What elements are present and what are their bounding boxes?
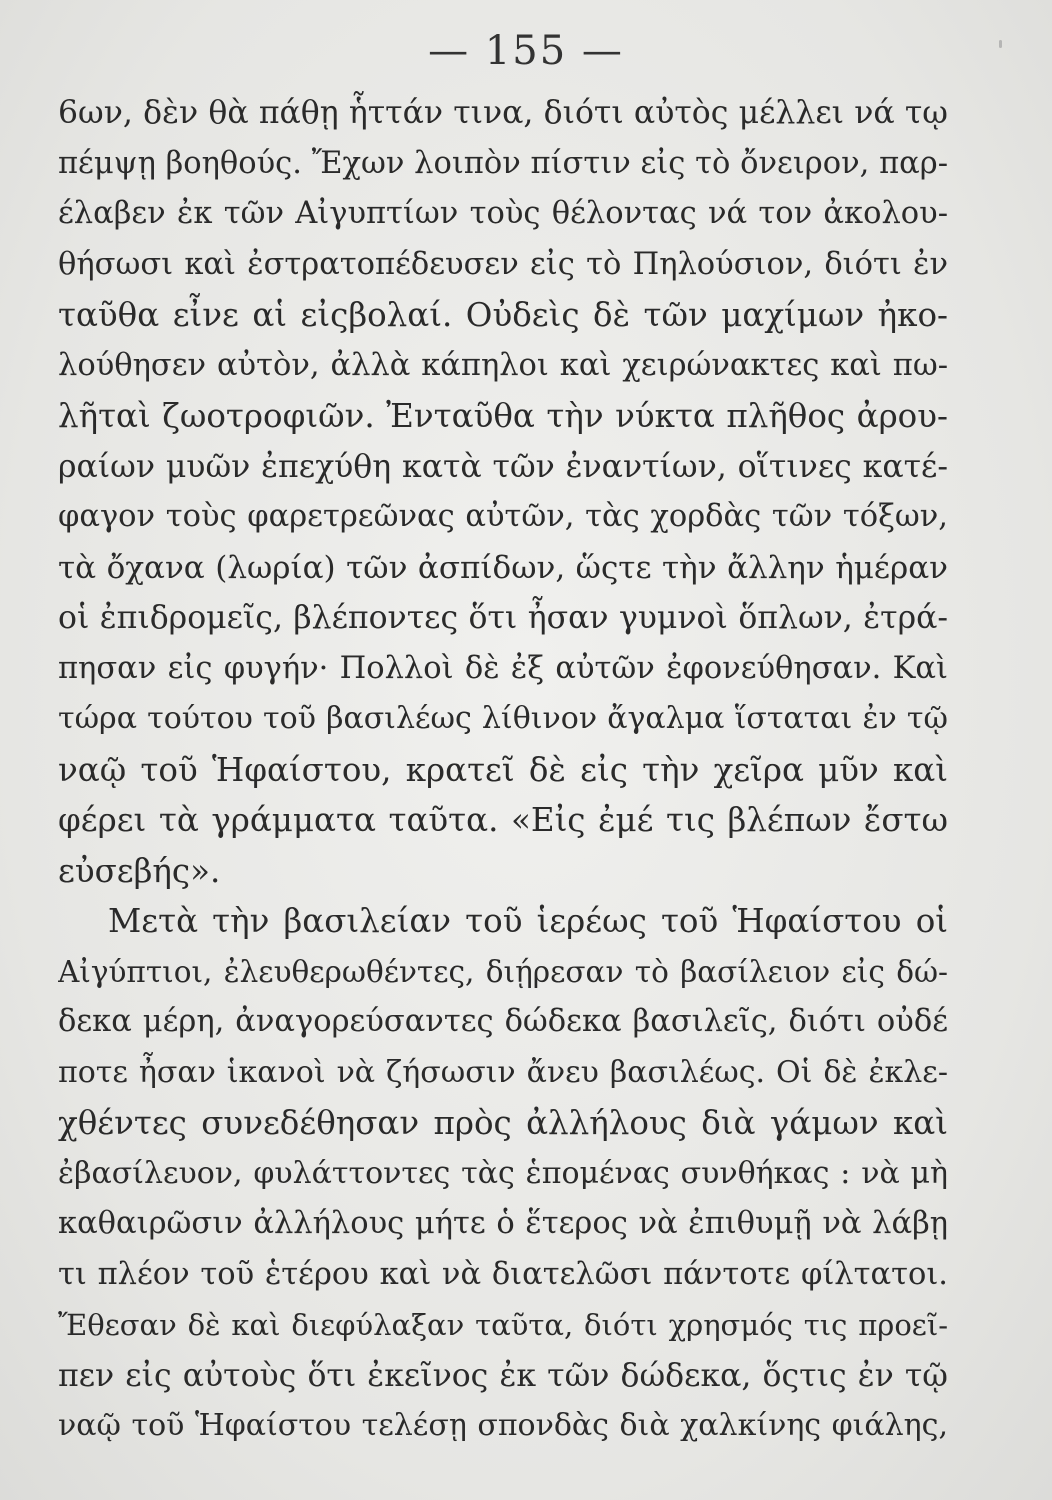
text-line: Ἔθεσαν δὲ καὶ διεφύλαξαν ταῦτα, διότι χρησμός τις προεῖ- [58,1308,948,1342]
text-line: φαγον τοὺς φαρετρεῶνας αὐτῶν, τὰς χορδὰς τῶν τόξων, [58,499,948,534]
text-line: πησαν εἰς φυγήν· Πολλοὶ δὲ ἐξ αὐτῶν ἐφονεύθησαν. Καὶ [58,650,948,686]
paragraph-end-line: εὐσεβής». [58,851,221,890]
paragraph-first-line: Μετὰ τὴν βασιλείαν τοῦ ἱερέως τοῦ Ἡφαίστου οἱ [108,902,948,940]
text-line: ἐβασίλευον, φυλάττοντες τὰς ἑπομένας συνθήκας : νὰ μὴ [58,1155,948,1191]
text-line: πεν εἰς αὐτοὺς ὅτι ἐκεῖνος ἐκ τῶν δώδεκα, ὅςτις ἐν τῷ [58,1357,948,1394]
text-line: ναῷ τοῦ Ἡφαίστου τελέσῃ σπονδὰς διὰ χαλκίνης φιάλης, [58,1408,948,1443]
text-line: λούθησεν αὐτὸν, ἀλλὰ κάπηλοι καὶ χειρώνακτες καὶ πω- [58,347,948,383]
text-line: ναῷ τοῦ Ἡφαίστου, κρατεῖ δὲ εἰς τὴν χεῖρα μῦν καὶ [58,750,948,789]
text-line: ποτε ἦσαν ἱκανοὶ νὰ ζήσωσιν ἄνευ βασιλέως. Οἱ δὲ ἐκλε- [58,1054,948,1090]
text-line: θήσωσι καὶ ἐστρατοπέδευσεν εἰς τὸ Πηλούσιον, διότι ἐν [58,246,948,282]
page-number: — 155 — [428,28,624,74]
text-line: τώρα τούτου τοῦ βασιλέως λίθινον ἄγαλμα ἵσταται ἐν τῷ [58,701,948,736]
text-line: 6ων, δὲν θὰ πάθῃ ἧττάν τινα, διότι αὐτὸς μέλλει νά τῳ [58,95,948,131]
text-line: φέρει τὰ γράμματα ταῦτα. «Εἰς ἐμέ τις βλέπων ἔστω [58,801,948,839]
text-line: καθαιρῶσιν ἀλλήλους μήτε ὁ ἕτερος νὰ ἐπιθυμῇ νὰ λάβῃ [58,1206,948,1241]
text-line: ραίων μυῶν ἐπεχύθη κατὰ τῶν ἐναντίων, οἵτινες κατέ- [58,448,948,485]
text-line: δεκα μέρη, ἀναγορεύσαντες δώδεκα βασιλεῖς, διότι οὐδέ [58,1004,948,1039]
text-line: οἱ ἐπιδρομεῖς, βλέποντες ὅτι ἦσαν γυμνοὶ ὅπλων, ἐτρά- [58,600,948,636]
text-line: τὰ ὄχανα (λωρία) τῶν ἀσπίδων, ὥςτε τὴν ἄλλην ἡμέραν [58,549,948,586]
text-line: Αἰγύπτιοι, ἐλευθερωθέντες, διῄρεσαν τὸ βασίλειον εἰς δώ- [58,954,948,989]
text-line: ταῦθα εἶνε αἱ εἰςβολαί. Οὐδεὶς δὲ τῶν μαχίμων ἠκο- [58,296,948,334]
text-line: πέμψῃ βοηθούς. Ἔχων λοιπὸν πίστιν εἰς τὸ ὄνειρον, παρ- [58,145,948,181]
page-body [58,88,948,1452]
text-line: λῆταὶ ζωοτροφιῶν. Ἐνταῦθα τὴν νύκτα πλῆθος ἀρου- [58,397,948,435]
text-line: τι πλέον τοῦ ἑτέρου καὶ νὰ διατελῶσι πάντοτε φίλτατοι. [58,1256,948,1292]
text-line: χθέντες συνεδέθησαν πρὸς ἀλλήλους διὰ γάμων καὶ [58,1104,948,1142]
text-line: έλαβεν ἐκ τῶν Αἰγυπτίων τοὺς θέλοντας νά τον ἀκολου- [58,196,948,231]
